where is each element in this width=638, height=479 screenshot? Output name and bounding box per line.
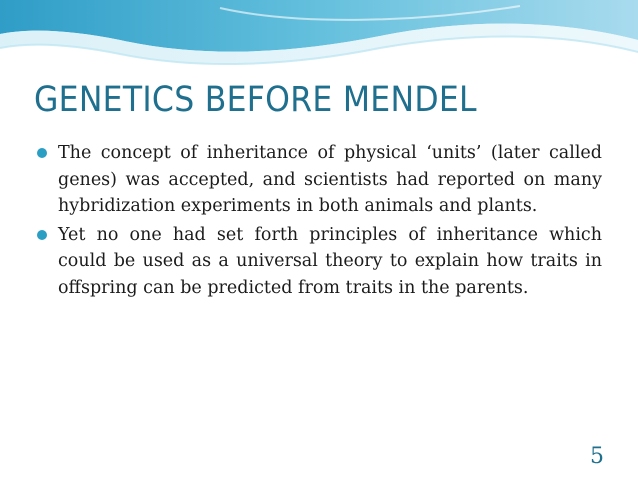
bullet-list — [36, 140, 602, 303]
bullet-item — [36, 222, 602, 302]
bullet-text: The concept of inheritance of physical ‘units’ (later called genes) was accepted, and scientists had reported on many hybridization experiments in both animals and plants. — [58, 143, 602, 216]
bullet-text: Yet no one had set forth principles of inheritance which could be used as a universal theory to explain how traits in offspring can be predicted from traits in the parents. — [58, 224, 602, 298]
bullet-dot-icon — [37, 148, 47, 158]
slide-number: 5 — [590, 444, 604, 469]
slide-title: GENETICS BEFORE MENDEL — [34, 80, 477, 120]
decorative-wave-header — [0, 0, 638, 80]
bullet-item — [36, 140, 602, 220]
bullet-dot-icon — [37, 230, 47, 240]
